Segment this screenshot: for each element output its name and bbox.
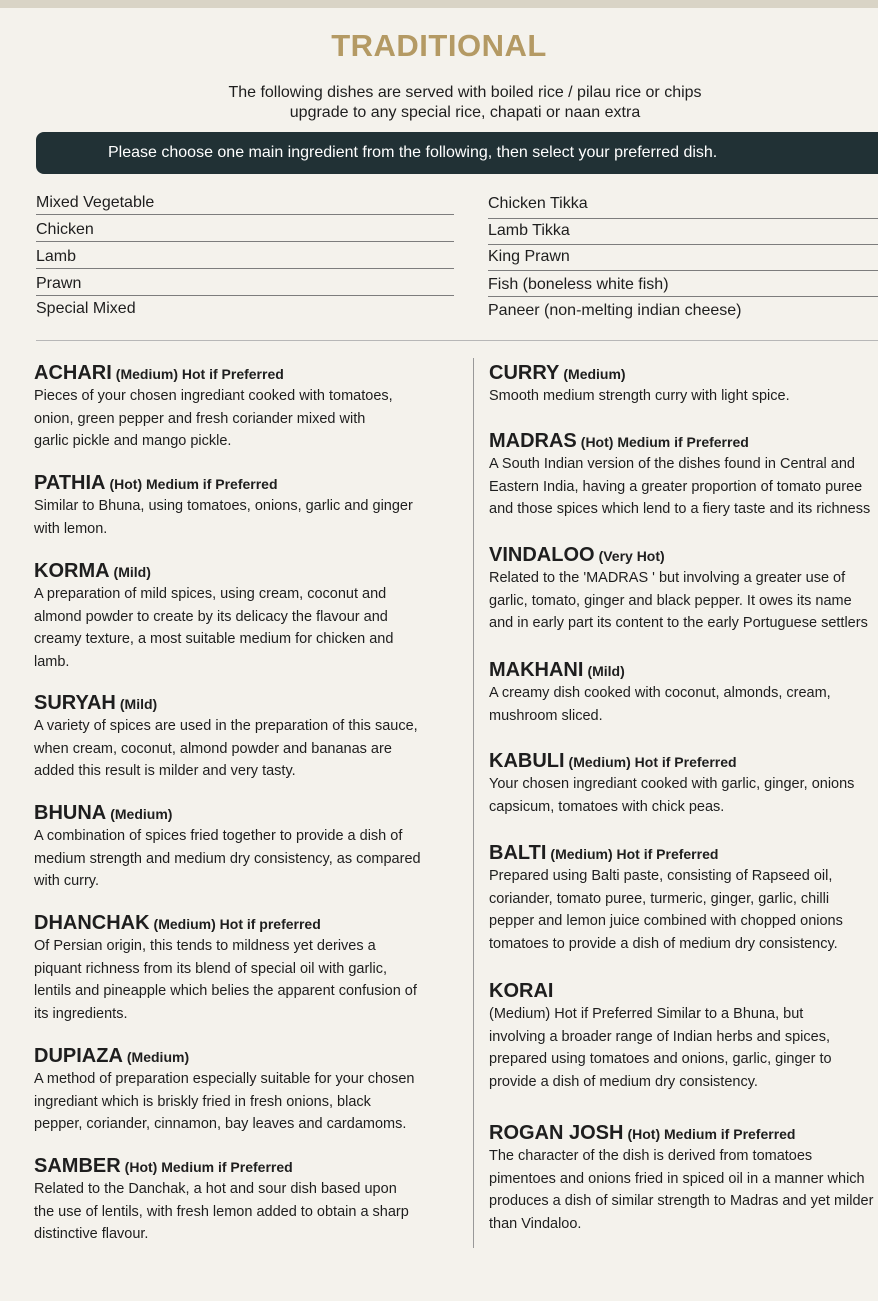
divider [36, 241, 454, 242]
dish-heat-note: (Mild) [587, 663, 625, 679]
dish-heat-note: (Very Hot) [598, 548, 665, 564]
dish-description: Prepared using Balti paste, consisting of Rapseed oil, coriander, tomato puree, turmeric, ginger, garlic, chilli pepper and lemon juice combined with chopped onions tomatoes to provide a dish of medium dry consistency. [489, 868, 843, 952]
ingredient-item: Lamb Tikka [488, 222, 570, 239]
dish-vindaloo [489, 544, 868, 635]
divider [488, 296, 878, 297]
dish-name: PATHIA [34, 472, 106, 494]
dish-dupiaza [34, 1045, 414, 1136]
top-edge-strip [0, 0, 878, 8]
dish-curry [489, 362, 790, 408]
dish-heat-note: (Hot) Medium if Preferred [580, 434, 749, 450]
divider [488, 270, 878, 271]
column-divider [473, 358, 474, 1248]
dish-korma [34, 560, 393, 673]
page-title: TRADITIONAL [331, 28, 547, 63]
ingredient-item: Chicken Tikka [488, 195, 588, 212]
subtitle-serving: The following dishes are served with boiled rice / pilau rice or chips [228, 84, 702, 101]
divider [488, 244, 878, 245]
dish-description: Similar to Bhuna, using tomatoes, onions, garlic and ginger with lemon. [34, 498, 413, 537]
dish-heat-note: (Medium) Hot if Preferred [550, 846, 719, 862]
dish-heat-note: (Medium) Hot if Preferred [115, 366, 284, 382]
dish-heat-note: (Medium) [126, 1049, 190, 1065]
dish-name: KORAI [489, 980, 554, 1002]
dish-name: CURRY [489, 362, 560, 384]
dish-name: VINDALOO [489, 544, 595, 566]
dish-name: MAKHANI [489, 659, 584, 681]
dish-description: Of Persian origin, this tends to mildness yet derives a piquant richness from its blend of special oil with garlic, lentils and pineapple which belies the apparent confusion of its ingredients. [34, 938, 417, 1022]
divider [36, 214, 454, 215]
dish-makhani [489, 659, 831, 727]
dish-heat-note: (Medium) [563, 366, 626, 382]
dish-name: SURYAH [34, 692, 116, 714]
ingredient-item: Lamb [36, 248, 77, 265]
dish-heat-note: (Hot) Medium if Preferred [109, 476, 278, 492]
dish-description: Pieces of your chosen ingrediant cooked with tomatoes, onion, green pepper and fresh coriander mixed with garlic pickle and mango pickle. [34, 388, 393, 449]
dish-dhanchak [34, 912, 417, 1025]
dish-heat-note: (Medium) Hot if preferred [153, 916, 321, 932]
dish-pathia [34, 472, 413, 540]
dish-description: A preparation of mild spices, using cream, coconut and almond powder to create by its delicacy the flavour and creamy texture, a most suitable medium for chicken and lamb. [34, 586, 394, 670]
dish-description: (Medium) Hot if Preferred Similar to a Bhuna, but involving a broader range of Indian herbs and spices, prepared using tomatoes and onions, garlic, ginger to provide a dish of medium dry consistency. [489, 1006, 832, 1090]
dish-description: Related to the Danchak, a hot and sour dish based upon the use of lentils, with fresh lemon added to obtain a sharp distinctive flavour. [34, 1181, 409, 1242]
dish-description: A variety of spices are used in the preparation of this sauce, when cream, coconut, almond powder and bananas are added this result is milder and very tasty. [34, 718, 418, 779]
dish-name: BHUNA [34, 802, 107, 824]
dish-name: SAMBER [34, 1155, 121, 1177]
ingredient-item: Chicken [36, 221, 94, 238]
dish-description: Smooth medium strength curry with light spice. [489, 388, 790, 404]
dish-heat-note: (Mild) [113, 564, 151, 580]
ingredient-item: Fish (boneless white fish) [488, 276, 669, 293]
dish-heat-note: (Medium) [110, 806, 173, 822]
divider [36, 295, 454, 296]
dish-samber [34, 1155, 409, 1246]
dish-description: A South Indian version of the dishes found in Central and Eastern India, having a greater proportion of tomato puree and those spices which lend to a fiery taste and its richness [489, 456, 871, 517]
ingredient-item: Paneer (non-melting indian cheese) [488, 302, 742, 319]
subtitle-upgrade: upgrade to any special rice, chapati or naan extra [289, 104, 641, 121]
ingredient-item: Prawn [36, 275, 82, 292]
dish-achari [34, 362, 393, 453]
dish-name: DUPIAZA [34, 1045, 123, 1067]
dish-rogan-josh [489, 1122, 873, 1235]
dish-heat-note: (Mild) [119, 696, 158, 712]
dish-name: MADRAS [489, 430, 577, 452]
divider [36, 268, 454, 269]
dish-heat-note: (Hot) Medium if Preferred [124, 1159, 293, 1175]
dish-description: Your chosen ingrediant cooked with garlic, ginger, onions capsicum, tomatoes with chick peas. [489, 776, 855, 815]
ingredient-item: Special Mixed [36, 300, 136, 317]
dish-name: ROGAN JOSH [489, 1122, 624, 1144]
ingredient-item: King Prawn [488, 248, 570, 265]
dish-name: KORMA [34, 560, 110, 582]
instruction-banner: Please choose one main ingredient from the following, then select your preferred dish. [36, 132, 878, 174]
divider [488, 218, 878, 219]
dish-name: ACHARI [34, 362, 112, 384]
dish-heat-note: (Medium) Hot if Preferred [568, 754, 737, 770]
dish-kabuli [489, 750, 854, 818]
ingredient-item: Mixed Vegetable [36, 194, 155, 211]
dish-bhuna [34, 802, 421, 893]
dish-suryah [34, 692, 418, 783]
dish-description: A creamy dish cooked with coconut, almonds, cream, mushroom sliced. [489, 685, 831, 724]
dish-balti [489, 842, 843, 955]
dish-description: A combination of spices fried together to provide a dish of medium strength and medium dry consistency, as compared with curry. [34, 828, 421, 889]
dish-description: The character of the dish is derived from tomatoes pimentoes and onions fried in spiced oil in a manner which produces a dish of similar strength to Madras and yet milder than Vindaloo. [489, 1148, 874, 1232]
dish-korai [489, 980, 832, 1093]
dish-madras [489, 430, 870, 521]
dish-name: DHANCHAK [34, 912, 150, 934]
section-divider [36, 340, 878, 341]
dish-heat-note: (Hot) Medium if Preferred [627, 1126, 796, 1142]
dish-name: BALTI [489, 842, 547, 864]
dish-description: A method of preparation especially suitable for your chosen ingrediant which is briskly fried in fresh onions, black pepper, coriander, cinnamon, bay leaves and cardamoms. [34, 1071, 415, 1132]
dish-description: Related to the 'MADRAS ' but involving a greater use of garlic, tomato, ginger and black pepper. It owes its name and in early part its content to the early Portuguese settlers [489, 570, 868, 631]
dish-name: KABULI [489, 750, 565, 772]
